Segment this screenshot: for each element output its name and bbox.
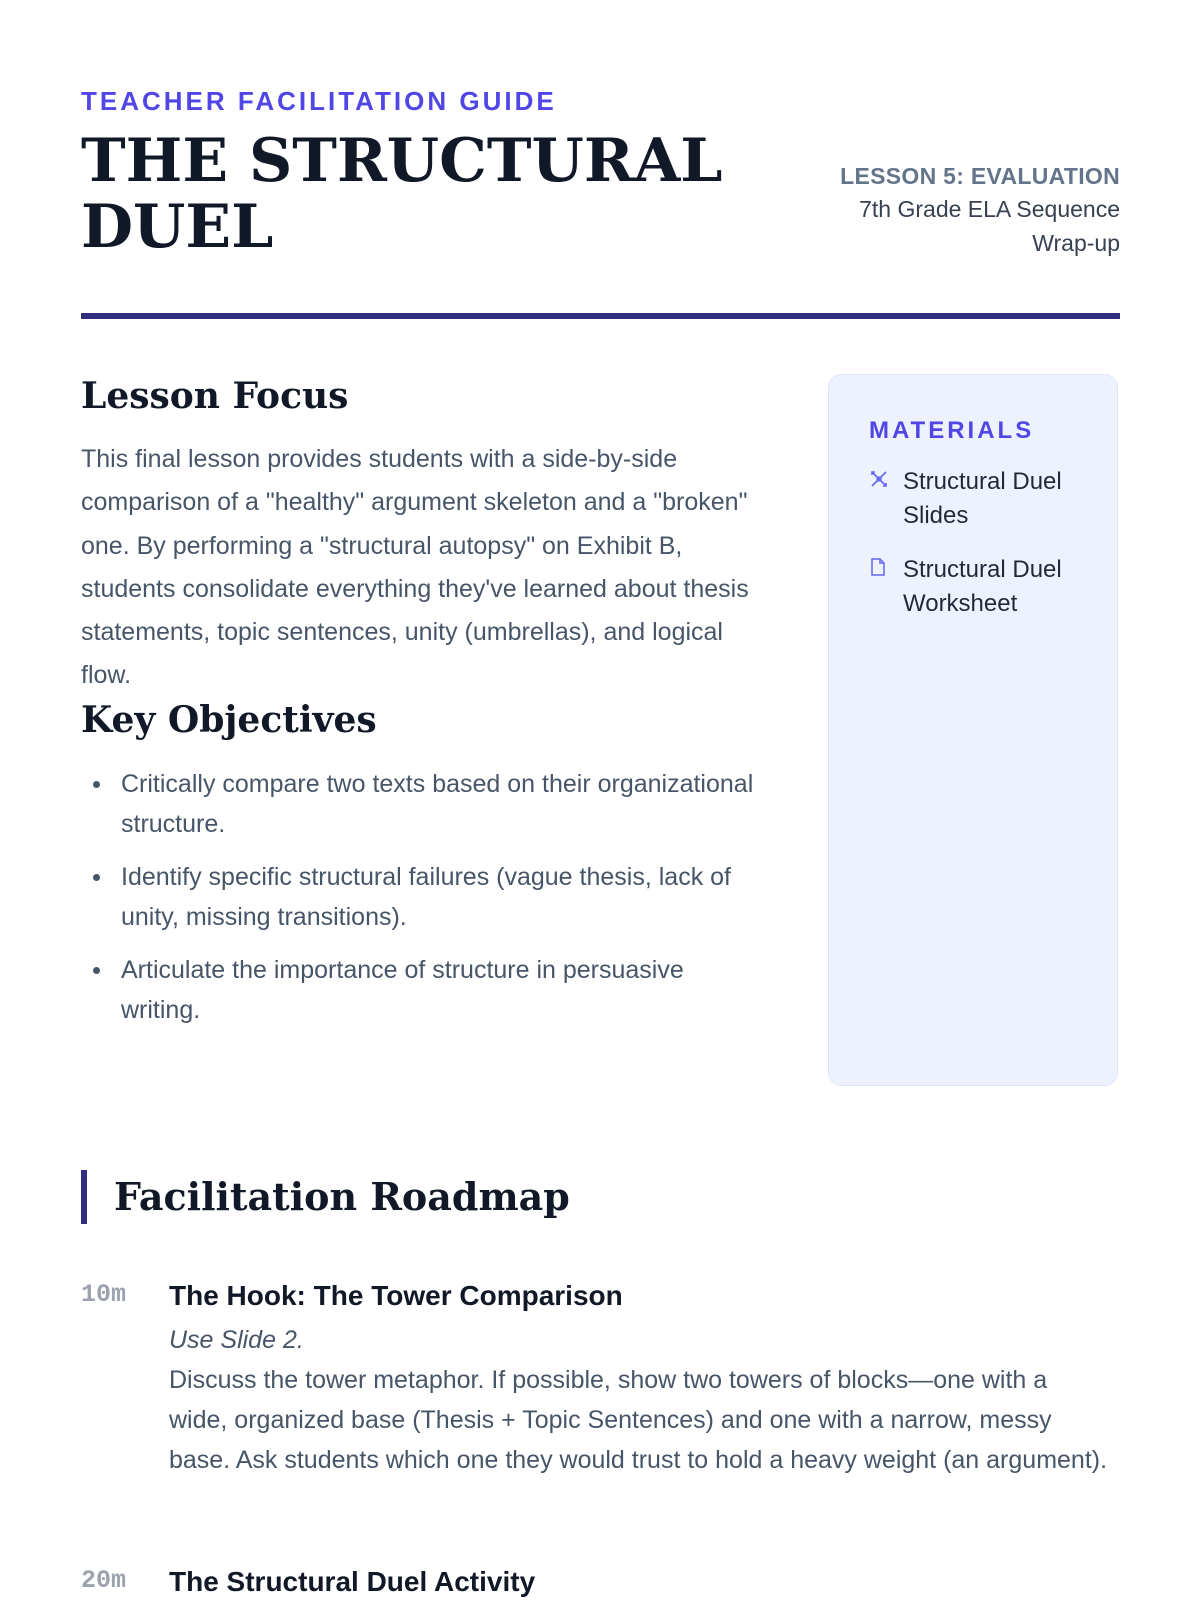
slides-icon [869,469,891,494]
material-item-slides[interactable] [869,465,1077,533]
document-icon [869,557,891,582]
header-divider [81,313,1120,319]
guide-eyebrow: TEACHER FACILITATION GUIDE [81,86,557,116]
step-duration: 20m [81,1566,127,1595]
objective-item: Articulate the importance of structure in persuasive writing. [81,950,761,1030]
guide-page [81,0,1120,1600]
materials-title: MATERIALS [869,417,1035,444]
lesson-subtitle: 7th Grade ELA Sequence Wrap-up [859,196,1120,256]
main-column [81,374,761,1043]
lesson-focus-text: This final lesson provides students with a side-by-side comparison of a "healthy" argument skeleton and a "broken" one. By performing a "structural autopsy" on Exhibit B, students consolidate everything they've learned about thesis statements, topic sentences, unity (umbrellas), and logical flow. [81,445,749,690]
step-body [169,1564,1109,1600]
key-objectives-heading: Key Objectives [81,698,377,741]
lesson-focus-heading: Lesson Focus [81,375,349,417]
lesson-label: LESSON 5: EVALUATION [840,163,1120,189]
step-body [169,1278,1109,1480]
roadmap-heading [81,1170,1120,1224]
step-description: Discuss the tower metaphor. If possible, show two towers of blocks—one with a wide, organized base (Thesis + Topic Sentences) and one with a narrow, messy base. Ask students which one they would trust to hold a heavy weight (an argument). [169,1366,1108,1474]
lesson-meta [740,160,1120,260]
roadmap-accent-bar [81,1170,87,1224]
objectives-list [81,764,761,1030]
step-duration: 10m [81,1280,127,1309]
page-title: THE STRUCTURAL DUEL [81,126,723,262]
objective-item: Identify specific structural failures (vague thesis, lack of unity, missing transitions). [81,857,761,937]
step-title: The Structural Duel Activity [169,1566,536,1597]
material-item-worksheet[interactable] [869,553,1077,621]
roadmap-title: Facilitation Roadmap [114,1174,570,1219]
material-label: Structural Duel Slides [903,468,1062,529]
step-note: Use Slide 2. [169,1326,304,1354]
step-title: The Hook: The Tower Comparison [169,1280,623,1311]
materials-card [828,374,1118,1086]
material-label: Structural Duel Worksheet [903,556,1062,617]
objective-item: Critically compare two texts based on their organizational structure. [81,764,761,844]
